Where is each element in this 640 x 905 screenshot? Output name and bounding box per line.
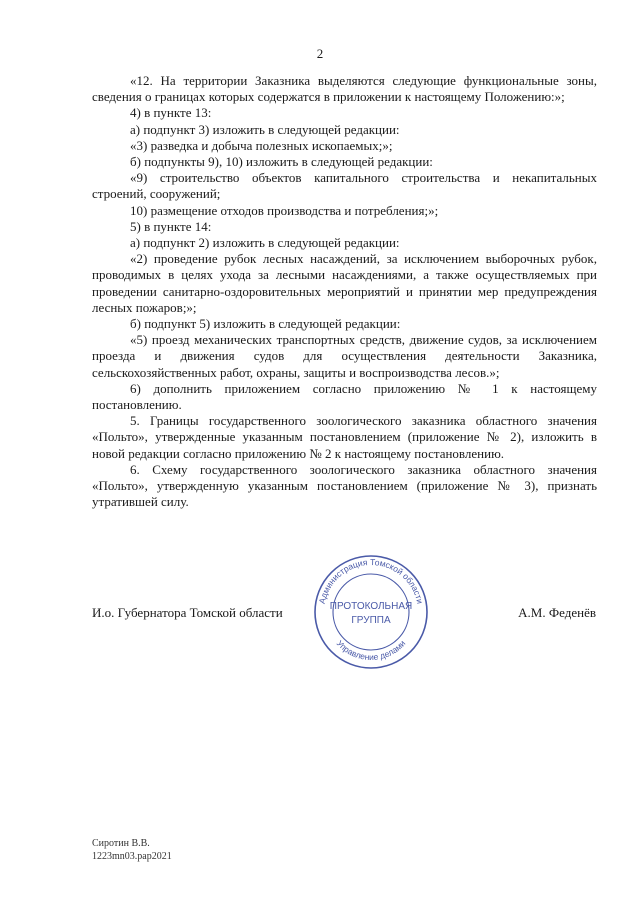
paragraph-subitem-b: б) подпункты 9), 10) изложить в следующей редакции:	[130, 154, 433, 170]
stamp-bottom-text: Управление делами	[334, 638, 408, 663]
paragraph-subitem-b-5: б) подпункт 5) изложить в следующей редакции:	[130, 316, 401, 332]
paragraph-12-zones: «12. На территории Заказника выделяются следующие функциональные зоны, сведения о границах которых содержатся в приложении к настоящему Положению:»;	[92, 73, 597, 105]
footer-author: Сиротин В.В.	[92, 838, 150, 849]
stamp-inner-ring	[333, 574, 409, 650]
paragraph-quote-5: «5) проезд механических транспортных средств, движение судов, за исключением проезда и движения судов для осуществления деятельности Заказника, сельскохозяйственных работ, охраны, защиты и воспроизводства лесов.»;	[92, 332, 597, 380]
paragraph-clause-6: 6. Схему государственного зоологического заказника областного значения «Польто», утвержденную указанным постановлением (приложение № 3), признать утратившей силу.	[92, 461, 597, 510]
signatory-position: И.о. Губернатора Томской области	[92, 605, 283, 620]
paragraph-quote-10: 10) размещение отходов производства и потребления;»;	[130, 202, 439, 218]
document-body	[92, 73, 597, 510]
paragraph-quote-2: «2) проведение рубок лесных насаждений, за исключением выборочных рубок, проводимых в целях ухода за лесными насаждениями, а также осуществляемых при проведении санитарно-оздоровительных мероприятий и принятии мер предупреждения лесных пожаров;»;	[92, 251, 597, 315]
paragraph-quote-9: «9) строительство объектов капитального строительства и некапитальных строений, сооружений;	[92, 170, 597, 202]
page-number: 2	[316, 46, 324, 61]
stamp-outer-ring	[315, 556, 427, 668]
footer-doc-code: 1223mn03.pap2021	[92, 850, 172, 862]
document-footer	[92, 838, 172, 863]
stamp-ring-text: Администрация Томской области	[316, 556, 426, 605]
paragraph-item-4: 4) в пункте 13:	[130, 105, 212, 121]
paragraph-clause-5: 5. Границы государственного зоологического заказника областного значения «Польто», утвержденные указанным постановлением (приложение № 2), изложить в новой редакции согласно приложению № 2 к настоящему постановлению.	[92, 413, 597, 461]
official-stamp	[312, 553, 430, 671]
paragraph-item-5: 5) в пункте 14:	[130, 218, 212, 234]
paragraph-subitem-a: а) подпункт 3) изложить в следующей редакции:	[130, 121, 400, 137]
stamp-center-line1: ПРОТОКОЛЬНАЯ	[329, 601, 413, 612]
signatory-name: А.М. Феденёв	[518, 605, 596, 620]
paragraph-item-6: 6) дополнить приложением согласно приложению № 1 к настоящему постановлению.	[92, 380, 597, 413]
paragraph-subitem-a-2: а) подпункт 2) изложить в следующей редакции:	[130, 235, 400, 251]
stamp-center-line2: ГРУППА	[351, 615, 391, 626]
paragraph-quote-3: «3) разведка и добыча полезных ископаемых;»;	[130, 137, 393, 153]
